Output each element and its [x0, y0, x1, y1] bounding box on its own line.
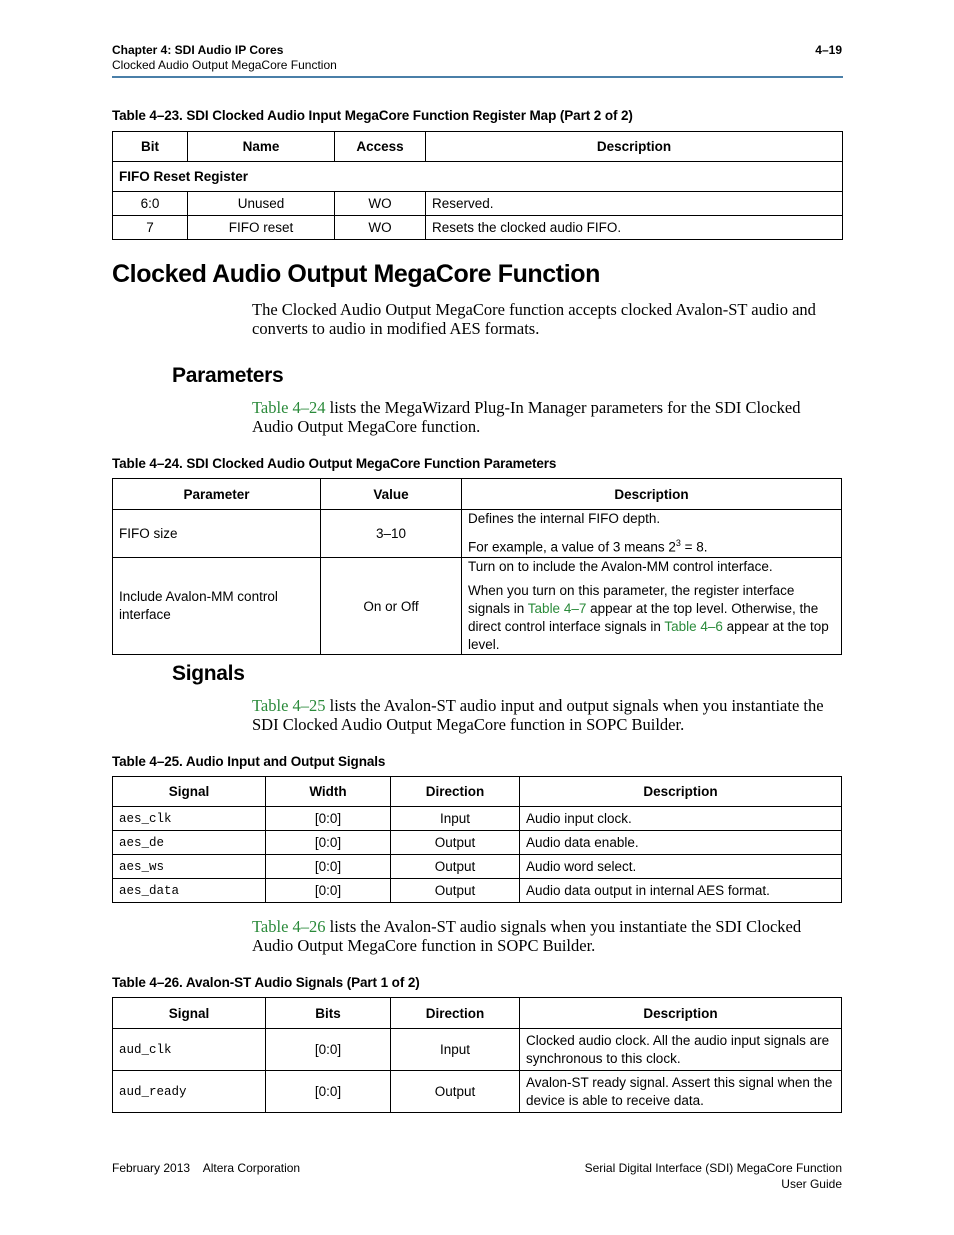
- table-cell: aes_data: [113, 879, 266, 903]
- table25-caption: Table 4–25. Audio Input and Output Signals: [112, 754, 386, 769]
- section-title: Clocked Audio Output MegaCore Function: [112, 260, 601, 288]
- table26-header-direction: Direction: [391, 998, 520, 1029]
- table25-header-signal: Signal: [113, 777, 266, 807]
- parameters-heading: Parameters: [172, 364, 284, 387]
- table-cell: 7: [113, 216, 188, 240]
- table23-header-row: [113, 132, 843, 162]
- header-chapter: Chapter 4: SDI Audio IP Cores: [112, 43, 284, 57]
- table-row: [113, 879, 842, 903]
- table4-7-link[interactable]: Table 4–7: [527, 601, 587, 616]
- table25-header-description: Description: [520, 777, 842, 807]
- table25-header-row: [113, 777, 842, 807]
- table-cell: Output: [391, 1071, 520, 1113]
- table-row: [113, 807, 842, 831]
- table25: [112, 776, 842, 903]
- table-row: [113, 216, 843, 240]
- table-cell: Audio data enable.: [520, 831, 842, 855]
- avalon-mm-desc-2: [468, 582, 835, 654]
- avalon-mm-desc-2-a: When you turn on this parameter, the register interface signals in: [468, 583, 795, 616]
- table-cell: aud_ready: [113, 1071, 266, 1113]
- footer-doc-subtitle: User Guide: [781, 1177, 842, 1191]
- table-cell: On or Off: [321, 558, 462, 655]
- table-cell: Audio data output in internal AES format.: [520, 879, 842, 903]
- table23-group-label: FIFO Reset Register: [113, 162, 843, 192]
- footer-date: February 2013 Altera Corporation: [112, 1161, 301, 1175]
- table-cell: [0:0]: [266, 831, 391, 855]
- table-cell: Output: [391, 831, 520, 855]
- table-cell: aes_de: [113, 831, 266, 855]
- table-cell: Unused: [188, 192, 335, 216]
- table23-header-description: Description: [426, 132, 843, 162]
- table24-caption: Table 4–24. SDI Clocked Audio Output MegaCore Function Parameters: [112, 456, 557, 471]
- table-cell: Include Avalon-MM control interface: [113, 558, 321, 655]
- parameters-paragraph-text: lists the MegaWizard Plug-In Manager parameters for the SDI Clocked Audio Output MegaCore function.: [252, 398, 801, 436]
- signals-paragraph-text: lists the Avalon-ST audio input and output signals when you instantiate the SDI Clocked Audio Output MegaCore function in SOPC Builder.: [252, 696, 824, 734]
- table-row: [113, 510, 842, 558]
- table-cell: FIFO size: [113, 510, 321, 558]
- table-cell: Output: [391, 879, 520, 903]
- table-cell: Output: [391, 855, 520, 879]
- table-cell: Audio word select.: [520, 855, 842, 879]
- table-cell: Audio input clock.: [520, 807, 842, 831]
- table-cell: Clocked audio clock. All the audio input signals are synchronous to this clock.: [520, 1029, 842, 1071]
- table-row: [113, 831, 842, 855]
- table24-header-parameter: Parameter: [113, 479, 321, 510]
- table-cell: [462, 558, 842, 655]
- intro-paragraph: The Clocked Audio Output MegaCore function accepts clocked Avalon-ST audio and converts to audio in modified AES formats.: [252, 300, 816, 338]
- table26-paragraph-text: lists the Avalon-ST audio signals when you instantiate the SDI Clocked Audio Output MegaCore function in SOPC Builder.: [252, 917, 802, 955]
- fifo-size-desc-1: Defines the internal FIFO depth.: [468, 511, 661, 527]
- table23-header-access: Access: [335, 132, 426, 162]
- table-cell: WO: [335, 192, 426, 216]
- table-row: [113, 855, 842, 879]
- table-cell: [0:0]: [266, 879, 391, 903]
- footer-doc: [585, 1160, 842, 1192]
- table-cell: Resets the clocked audio FIFO.: [426, 216, 843, 240]
- table-cell: aes_clk: [113, 807, 266, 831]
- table26-caption: Table 4–26. Avalon-ST Audio Signals (Part 1 of 2): [112, 975, 420, 990]
- avalon-mm-desc-1: Turn on to include the Avalon-MM control interface.: [468, 559, 773, 574]
- table-cell: 3–10: [321, 510, 462, 558]
- table23-group-row: [113, 162, 843, 192]
- fifo-size-desc-2-end: = 8.: [680, 539, 708, 555]
- table25-link[interactable]: Table 4–25: [252, 696, 326, 715]
- table23-caption: Table 4–23. SDI Clocked Audio Input MegaCore Function Register Map (Part 2 of 2): [112, 108, 633, 123]
- table-cell: 6:0: [113, 192, 188, 216]
- table24-header-description: Description: [462, 479, 842, 510]
- table-cell: aud_clk: [113, 1029, 266, 1071]
- signals-heading: Signals: [172, 662, 245, 685]
- table-row: [113, 1029, 842, 1071]
- parameters-paragraph: [252, 398, 842, 436]
- header-rule: [112, 76, 843, 78]
- avalon-mm-desc-2-c: appear at the top level.: [468, 619, 829, 652]
- table26: [112, 997, 842, 1113]
- table26-header-description: Description: [520, 998, 842, 1029]
- table-cell: Reserved.: [426, 192, 843, 216]
- table23-header-bit: Bit: [113, 132, 188, 162]
- table-cell: [0:0]: [266, 855, 391, 879]
- table-cell: Avalon-ST ready signal. Assert this signal when the device is able to receive data.: [520, 1071, 842, 1113]
- table23: [112, 131, 843, 240]
- table-cell: WO: [335, 216, 426, 240]
- table-cell: [0:0]: [266, 807, 391, 831]
- table24: [112, 478, 842, 655]
- avalon-mm-desc-2-b: appear at the top level. Otherwise, the direct control interface signals in: [468, 601, 819, 634]
- table-cell: Input: [391, 1029, 520, 1071]
- table25-header-direction: Direction: [391, 777, 520, 807]
- table24-header-row: [113, 479, 842, 510]
- table4-6-link[interactable]: Table 4–6: [664, 619, 723, 634]
- running-header: [112, 43, 337, 73]
- table24-link[interactable]: Table 4–24: [252, 398, 326, 417]
- table26-header-row: [113, 998, 842, 1029]
- table24-header-value: Value: [321, 479, 462, 510]
- table-cell: [0:0]: [266, 1071, 391, 1113]
- table-cell: Input: [391, 807, 520, 831]
- table26-header-bits: Bits: [266, 998, 391, 1029]
- table23-header-name: Name: [188, 132, 335, 162]
- table-cell: [462, 510, 842, 558]
- table-row: [113, 1071, 842, 1113]
- table-cell: FIFO reset: [188, 216, 335, 240]
- footer-doc-title: Serial Digital Interface (SDI) MegaCore Function: [584, 1161, 842, 1175]
- table25-header-width: Width: [266, 777, 391, 807]
- table26-paragraph: [252, 917, 842, 955]
- table-cell: aes_ws: [113, 855, 266, 879]
- header-section: Clocked Audio Output MegaCore Function: [112, 58, 337, 72]
- table26-link[interactable]: Table 4–26: [252, 917, 326, 936]
- table-row: [113, 558, 842, 655]
- table-cell: [0:0]: [266, 1029, 391, 1071]
- fifo-size-desc-2: [468, 534, 835, 557]
- page-number: 4–19: [815, 43, 842, 57]
- exponent: 3: [675, 538, 681, 549]
- table26-header-signal: Signal: [113, 998, 266, 1029]
- signals-paragraph: [252, 696, 842, 734]
- fifo-size-desc-2-text: For example, a value of 3 means 2: [468, 539, 676, 555]
- table-row: [113, 192, 843, 216]
